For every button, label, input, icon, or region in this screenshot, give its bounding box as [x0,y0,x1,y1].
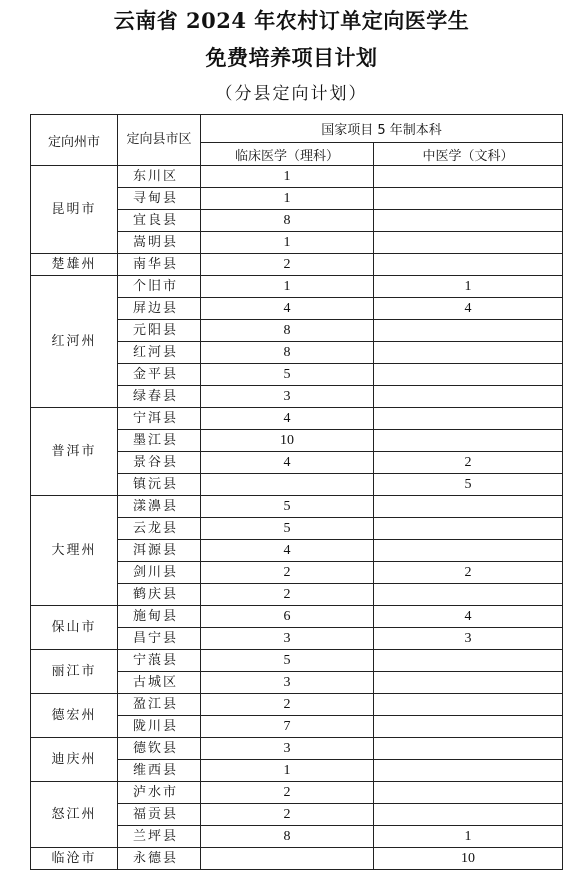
tcm-count-cell [374,210,563,232]
tcm-count-cell [374,320,563,342]
tcm-count-cell [374,364,563,386]
table-row [31,496,563,518]
tcm-count-cell [374,254,563,276]
county-cell: 宁蒗县 [118,650,201,672]
header-county: 定向县市区 [118,115,201,166]
tcm-count-cell [374,430,563,452]
tcm-count-cell: 3 [374,628,563,650]
clinical-count-cell [201,848,374,870]
table-row [31,408,563,430]
tcm-count-cell [374,716,563,738]
clinical-count-cell: 1 [201,166,374,188]
state-cell: 德宏州 [31,694,118,738]
clinical-count-cell: 8 [201,342,374,364]
clinical-count-cell: 2 [201,254,374,276]
clinical-count-cell: 1 [201,276,374,298]
document-subtitle: （分县定向计划） [215,84,368,104]
clinical-count-cell: 4 [201,298,374,320]
county-cell: 剑川县 [118,562,201,584]
clinical-count-cell: 1 [201,232,374,254]
clinical-count-cell: 3 [201,386,374,408]
clinical-count-cell: 3 [201,628,374,650]
clinical-count-cell: 1 [201,188,374,210]
clinical-count-cell: 10 [201,430,374,452]
tcm-count-cell: 10 [374,848,563,870]
county-cell: 绿春县 [118,386,201,408]
state-cell: 楚雄州 [31,254,118,276]
state-cell: 普洱市 [31,408,118,496]
state-cell: 临沧市 [31,848,118,870]
tcm-count-cell [374,650,563,672]
tcm-count-cell [374,738,563,760]
clinical-count-cell: 2 [201,804,374,826]
county-cell: 南华县 [118,254,201,276]
tcm-count-cell: 4 [374,606,563,628]
county-cell: 维西县 [118,760,201,782]
county-cell: 墨江县 [118,430,201,452]
state-cell: 怒江州 [31,782,118,848]
clinical-count-cell: 2 [201,562,374,584]
tcm-count-cell: 4 [374,298,563,320]
allocation-table [30,114,563,870]
tcm-count-cell [374,342,563,364]
state-cell: 大理州 [31,496,118,606]
clinical-count-cell: 5 [201,650,374,672]
clinical-count-cell: 5 [201,496,374,518]
table-row [31,782,563,804]
tcm-count-cell: 1 [374,826,563,848]
tcm-count-cell: 1 [374,276,563,298]
table-row [31,276,563,298]
county-cell: 古城区 [118,672,201,694]
county-cell: 漾濞县 [118,496,201,518]
tcm-count-cell [374,584,563,606]
county-cell: 福贡县 [118,804,201,826]
state-cell: 保山市 [31,606,118,650]
table-body [31,166,563,870]
county-cell: 永德县 [118,848,201,870]
county-cell: 德钦县 [118,738,201,760]
clinical-count-cell: 5 [201,364,374,386]
tcm-count-cell [374,672,563,694]
county-cell: 鹤庆县 [118,584,201,606]
tcm-count-cell [374,166,563,188]
clinical-count-cell: 4 [201,540,374,562]
county-cell: 泸水市 [118,782,201,804]
tcm-count-cell [374,782,563,804]
clinical-count-cell: 7 [201,716,374,738]
tcm-count-cell [374,232,563,254]
county-cell: 洱源县 [118,540,201,562]
county-cell: 寻甸县 [118,188,201,210]
county-cell: 东川区 [118,166,201,188]
county-cell: 嵩明县 [118,232,201,254]
tcm-count-cell [374,760,563,782]
table-row [31,606,563,628]
county-cell: 宜良县 [118,210,201,232]
clinical-count-cell: 2 [201,584,374,606]
tcm-count-cell [374,540,563,562]
clinical-count-cell: 4 [201,452,374,474]
header-tcm: 中医学（文科） [374,143,563,166]
document-title-line1: 云南省 2024 年农村订单定向医学生 [113,8,470,33]
county-cell: 景谷县 [118,452,201,474]
clinical-count-cell: 2 [201,782,374,804]
clinical-count-cell: 1 [201,760,374,782]
county-cell: 金平县 [118,364,201,386]
clinical-count-cell: 6 [201,606,374,628]
county-cell: 施甸县 [118,606,201,628]
clinical-count-cell: 8 [201,826,374,848]
tcm-count-cell [374,188,563,210]
document-title-line2: 免费培养项目计划 [205,45,378,70]
county-cell: 镇沅县 [118,474,201,496]
table-row [31,694,563,716]
county-cell: 昌宁县 [118,628,201,650]
clinical-count-cell: 5 [201,518,374,540]
tcm-count-cell [374,386,563,408]
state-cell: 昆明市 [31,166,118,254]
county-cell: 兰坪县 [118,826,201,848]
clinical-count-cell: 3 [201,738,374,760]
tcm-count-cell: 2 [374,452,563,474]
state-cell: 迪庆州 [31,738,118,782]
clinical-count-cell [201,474,374,496]
header-clinical: 临床医学（理科） [201,143,374,166]
table-row [31,738,563,760]
tcm-count-cell: 2 [374,562,563,584]
table-row [31,254,563,276]
tcm-count-cell [374,496,563,518]
clinical-count-cell: 8 [201,210,374,232]
clinical-count-cell: 2 [201,694,374,716]
clinical-count-cell: 8 [201,320,374,342]
county-cell: 盈江县 [118,694,201,716]
county-cell: 陇川县 [118,716,201,738]
tcm-count-cell [374,408,563,430]
state-cell: 丽江市 [31,650,118,694]
county-cell: 屏边县 [118,298,201,320]
clinical-count-cell: 3 [201,672,374,694]
state-cell: 红河州 [31,276,118,408]
tcm-count-cell [374,518,563,540]
tcm-count-cell [374,804,563,826]
table-row [31,166,563,188]
county-cell: 元阳县 [118,320,201,342]
tcm-count-cell [374,694,563,716]
tcm-count-cell: 5 [374,474,563,496]
county-cell: 云龙县 [118,518,201,540]
county-cell: 宁洱县 [118,408,201,430]
table-row [31,848,563,870]
header-program: 国家项目 5 年制本科 [201,115,563,143]
county-cell: 红河县 [118,342,201,364]
header-state: 定向州市 [31,115,118,166]
clinical-count-cell: 4 [201,408,374,430]
table-row [31,650,563,672]
county-cell: 个旧市 [118,276,201,298]
